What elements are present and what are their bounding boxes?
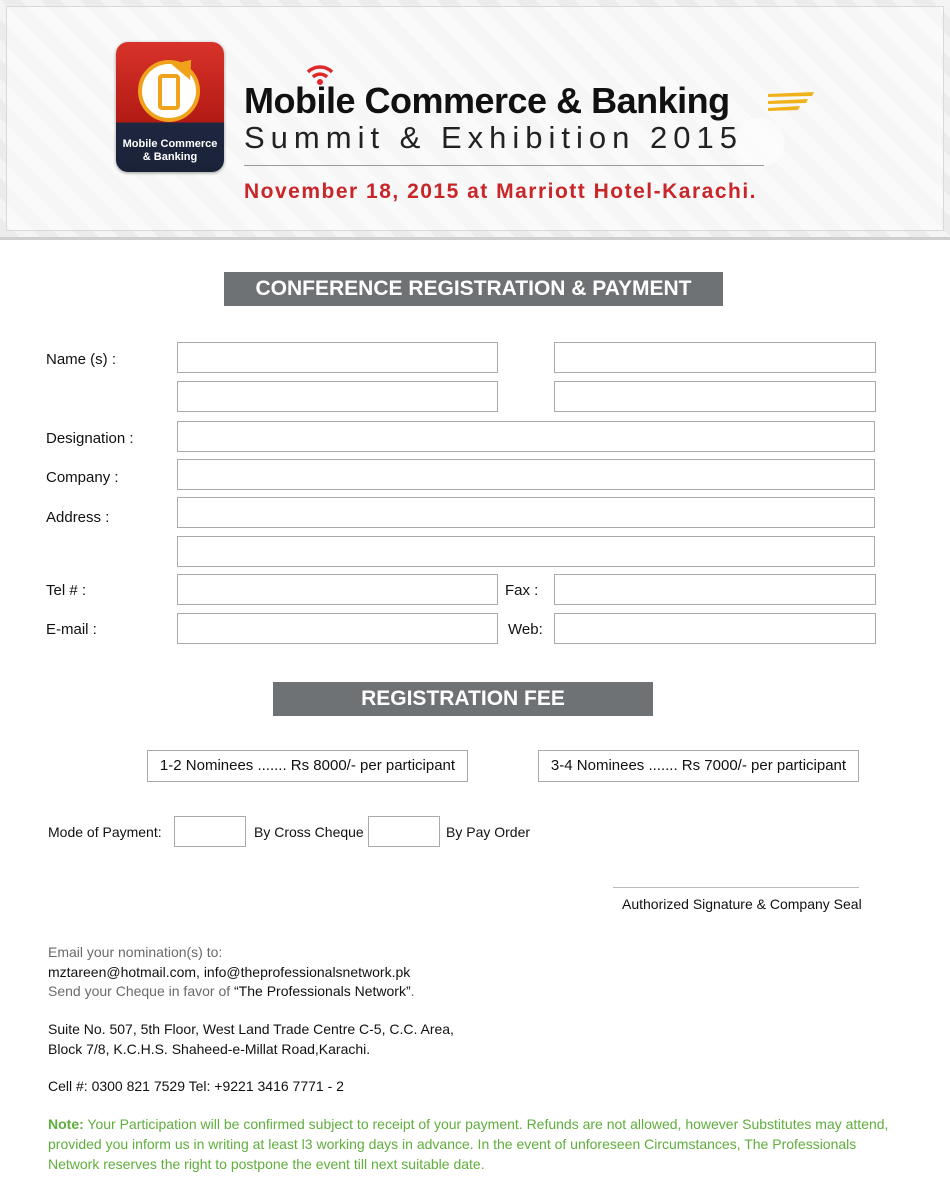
- event-subtitle: Summit & Exhibition 2015: [244, 120, 743, 155]
- fax-label: Fax :: [505, 582, 539, 599]
- cross-cheque-checkbox[interactable]: [174, 816, 246, 847]
- name-field-2[interactable]: [554, 342, 876, 373]
- logo-text-line2: & Banking: [142, 151, 198, 163]
- cheque-name: “The Professionals Network”: [234, 983, 411, 999]
- name-field-3[interactable]: [177, 381, 498, 412]
- cheque-instruction: [48, 981, 415, 1001]
- logo-text: [122, 138, 218, 164]
- address-field-1[interactable]: [177, 497, 875, 528]
- web-field[interactable]: [554, 613, 876, 644]
- payment-mode-label: Mode of Payment:: [48, 824, 162, 840]
- note-label: Note:: [48, 1116, 84, 1132]
- header-banner: [0, 0, 950, 240]
- event-date: November 18, 2015 at Marriott Hotel-Karachi.: [244, 180, 757, 203]
- name-field-1[interactable]: [177, 342, 498, 373]
- fax-field[interactable]: [554, 574, 876, 605]
- name-field-4[interactable]: [554, 381, 876, 412]
- tel-field[interactable]: [177, 574, 498, 605]
- address-label: Address :: [46, 509, 110, 526]
- designation-label: Designation :: [46, 430, 134, 447]
- email-intro: Email your nomination(s) to:: [48, 944, 223, 960]
- designation-field[interactable]: [177, 421, 875, 452]
- phone-icon: [158, 74, 180, 110]
- web-label: Web:: [508, 621, 543, 638]
- contact-emails: mztareen@hotmail.com, info@theprofessionalsnetwork.pk: [48, 964, 411, 980]
- signature-label: Authorized Signature & Company Seal: [622, 896, 862, 912]
- contact-phones: Cell #: 0300 821 7529 Tel: +9221 3416 7771 - 2: [48, 1078, 344, 1094]
- tel-label: Tel # :: [46, 582, 87, 599]
- participation-note: [48, 1114, 908, 1174]
- company-field[interactable]: [177, 459, 875, 490]
- pay-order-label: By Pay Order: [446, 824, 531, 840]
- fee-option-1[interactable]: 1-2 Nominees ....... Rs 8000/- per participant: [147, 750, 468, 782]
- event-logo: [116, 42, 224, 172]
- email-field[interactable]: [177, 613, 498, 644]
- company-label: Company :: [46, 469, 119, 486]
- address-field-2[interactable]: [177, 536, 875, 567]
- logo-text-line1: Mobile Commerce: [122, 138, 218, 150]
- address-line-1: Suite No. 507, 5th Floor, West Land Trade Centre C-5, C.C. Area,: [48, 1021, 454, 1037]
- note-text: Your Participation will be confirmed subject to receipt of your payment. Refunds are not allowed, however Substitutes may attend, provided you inform us in writing at least l3 working days in advance. In the event of unforeseen Circumstances, The Professionals Network reserves the right to postpone the event till next suitable date.: [48, 1116, 889, 1172]
- cheque-suffix: .: [410, 983, 415, 999]
- registration-section-title: CONFERENCE REGISTRATION & PAYMENT: [224, 272, 723, 306]
- signature-line: [613, 887, 859, 888]
- address-line-2: Block 7/8, K.C.H.S. Shaheed-e-Millat Road,Karachi.: [48, 1041, 371, 1057]
- fee-section-title: REGISTRATION FEE: [273, 682, 653, 716]
- cross-cheque-label: By Cross Cheque: [254, 824, 364, 840]
- email-label: E-mail :: [46, 621, 97, 638]
- event-title: Mobile Commerce & Banking: [244, 80, 730, 121]
- speed-lines-icon: [768, 92, 814, 114]
- cheque-prefix: Send your Cheque in favor of: [48, 983, 235, 999]
- pay-order-checkbox[interactable]: [368, 816, 440, 847]
- name-label: Name (s) :: [46, 351, 117, 368]
- title-divider: [244, 165, 764, 166]
- fee-option-2[interactable]: 3-4 Nominees ....... Rs 7000/- per participant: [538, 750, 859, 782]
